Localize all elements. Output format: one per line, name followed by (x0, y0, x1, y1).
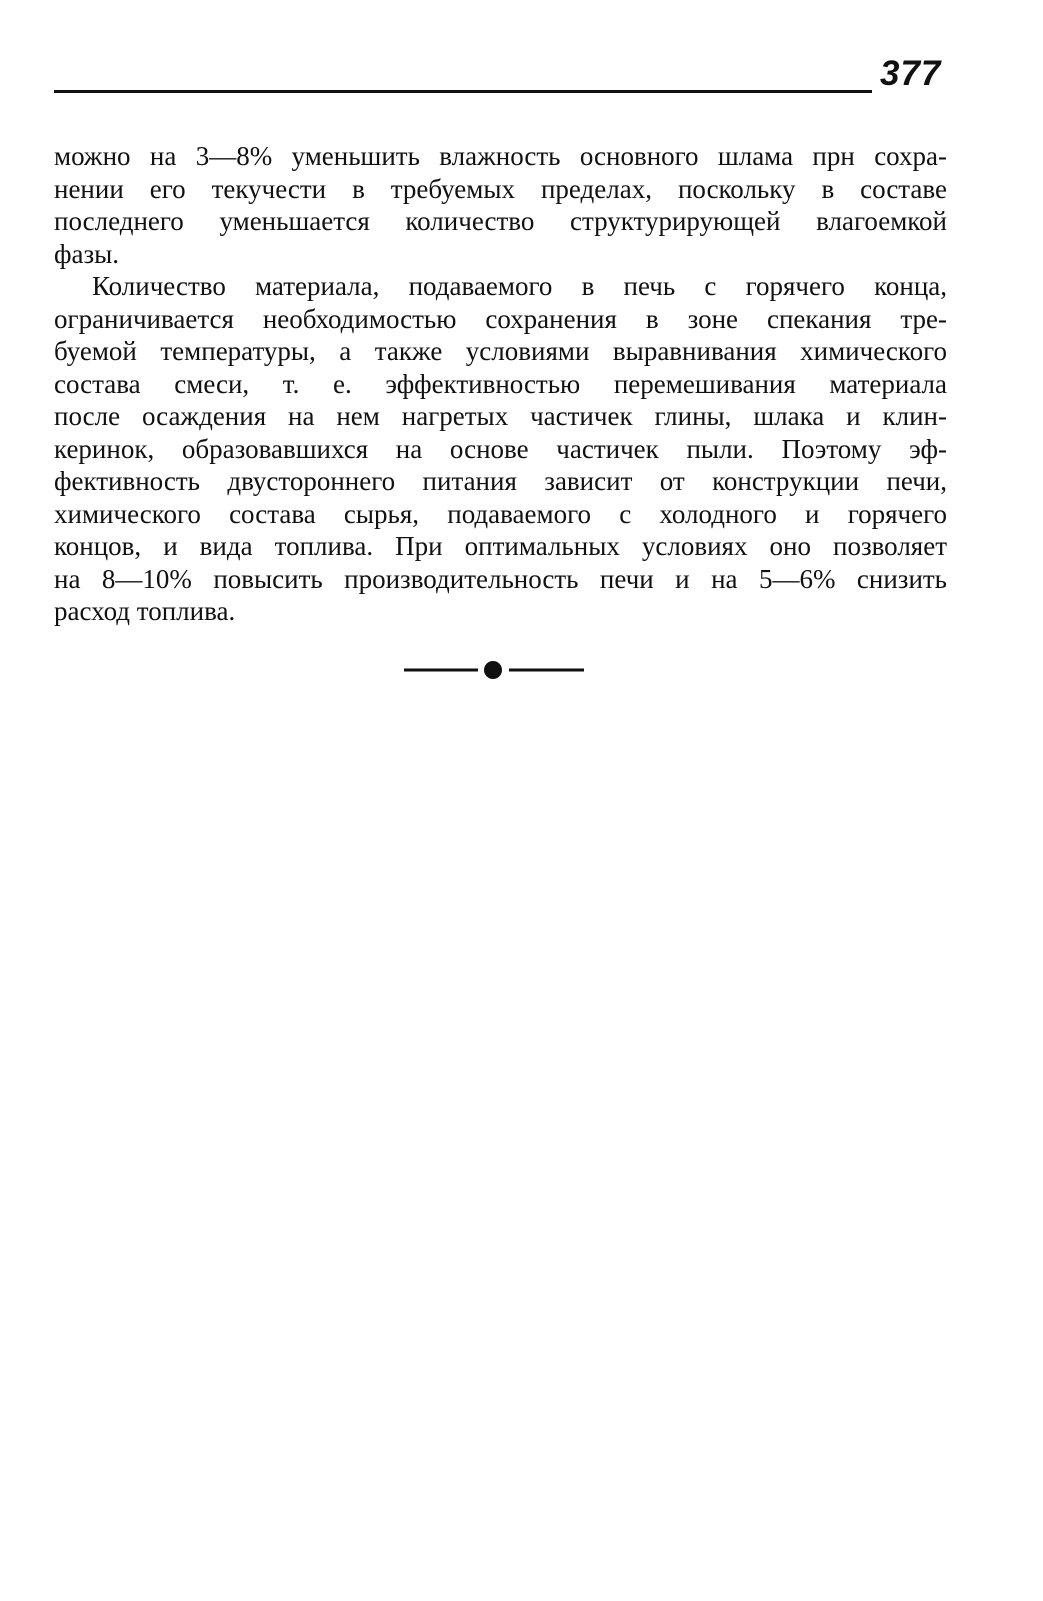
page-number: 377 (880, 54, 942, 93)
text-line: концов, и вида топлива. При оптимальных условиях оно позволяет (54, 531, 947, 561)
body-text (54, 140, 947, 628)
text-line: керинок, образовавшихся на основе частичек пыли. Поэтому эф- (54, 433, 947, 464)
text-line: фазы. (54, 238, 120, 269)
text-line: Количество материала, подаваемого в печь с горячего конца, (92, 271, 947, 301)
text-line: на 8—10% повысить производительность печи и на 5—6% снизить (54, 563, 947, 594)
text-line: состава смеси, т. е. эффективностью перемешивания материала (54, 368, 947, 399)
text-line: фективность двустороннего питания зависит от конструкции печи, (54, 466, 947, 496)
text-line: расход топлива. (54, 596, 236, 626)
text-line: можно на 3—8% уменьшить влажность основного шлама прн сохра- (54, 141, 947, 171)
end-ornament (404, 658, 584, 682)
page-header (54, 52, 954, 98)
text-line: ограничивается необходимостью сохранения в зоне спекания тре- (54, 303, 947, 334)
end-ornament-graphic (404, 658, 584, 682)
text-line: после осаждения на нем нагретых частичек глины, шлака и клин- (54, 401, 947, 431)
text-line: буемой температуры, а также условиями выравнивания химического (54, 336, 947, 366)
text-line: нении его текучести в требуемых пределах, поскольку в составе (54, 173, 947, 204)
text-line: последнего уменьшается количество структурирующей влагоемкой (54, 206, 947, 236)
text-line: химического состава сырья, подаваемого с холодного и горячего (54, 498, 947, 529)
ornament-dot (484, 661, 502, 679)
header-rule (54, 90, 872, 93)
